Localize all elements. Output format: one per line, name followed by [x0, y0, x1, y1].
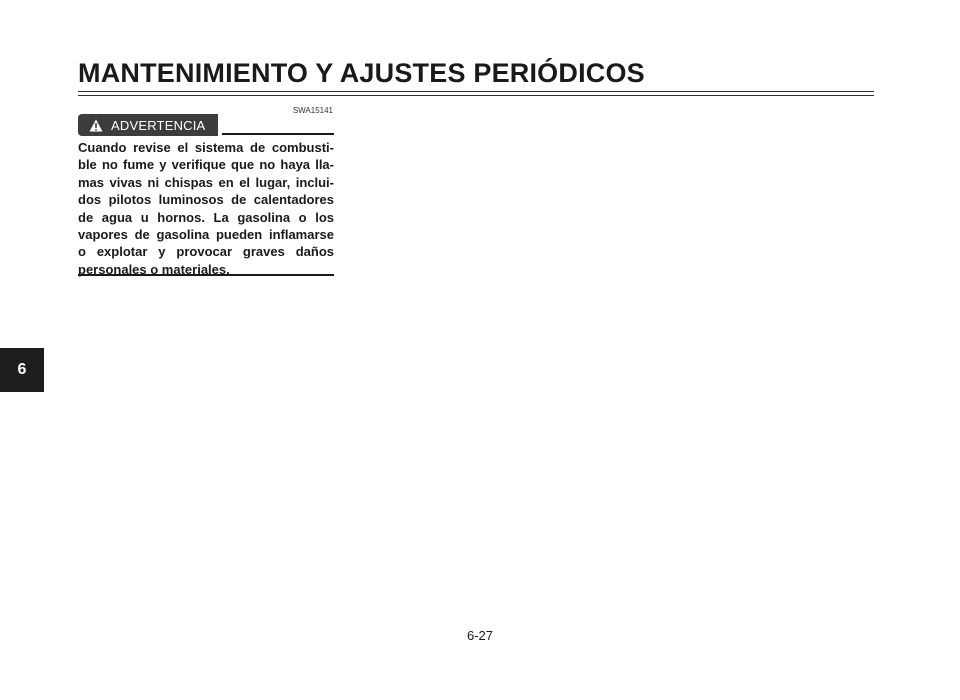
page-number: 6-27: [466, 628, 494, 643]
header-rule: [78, 91, 874, 92]
page-title: MANTENIMIENTO Y AJUSTES PERIÓDICOS: [78, 58, 645, 88]
chapter-tab: 6: [0, 348, 44, 392]
warning-label: ADVERTENCIA: [111, 117, 206, 133]
warning-code: SWA15141: [292, 106, 333, 115]
warning-text-line: vapores de gasolina pueden inflamarse: [78, 227, 334, 243]
warning-text-line: ble no fume y verifique que no haya lla-: [78, 157, 334, 173]
warning-top-rule: [222, 133, 334, 135]
warning-text-line: personales o materiales.: [78, 261, 230, 277]
warning-text-line: de agua u hornos. La gasolina o los: [78, 209, 334, 225]
warning-text-line: dos pilotos luminosos de calentadores: [78, 192, 334, 208]
warning-text-line: Cuando revise el sistema de combusti-: [78, 140, 334, 155]
warning-text-line: mas vivas ni chispas en el lugar, inclui-: [78, 174, 334, 190]
warning-bottom-rule: [78, 274, 334, 276]
warning-text: [78, 139, 334, 278]
header-rule: [78, 95, 874, 96]
warning-badge: [78, 114, 218, 136]
warning-triangle-icon: [89, 119, 103, 132]
warning-text-line: o explotar y provocar graves daños: [78, 244, 334, 260]
